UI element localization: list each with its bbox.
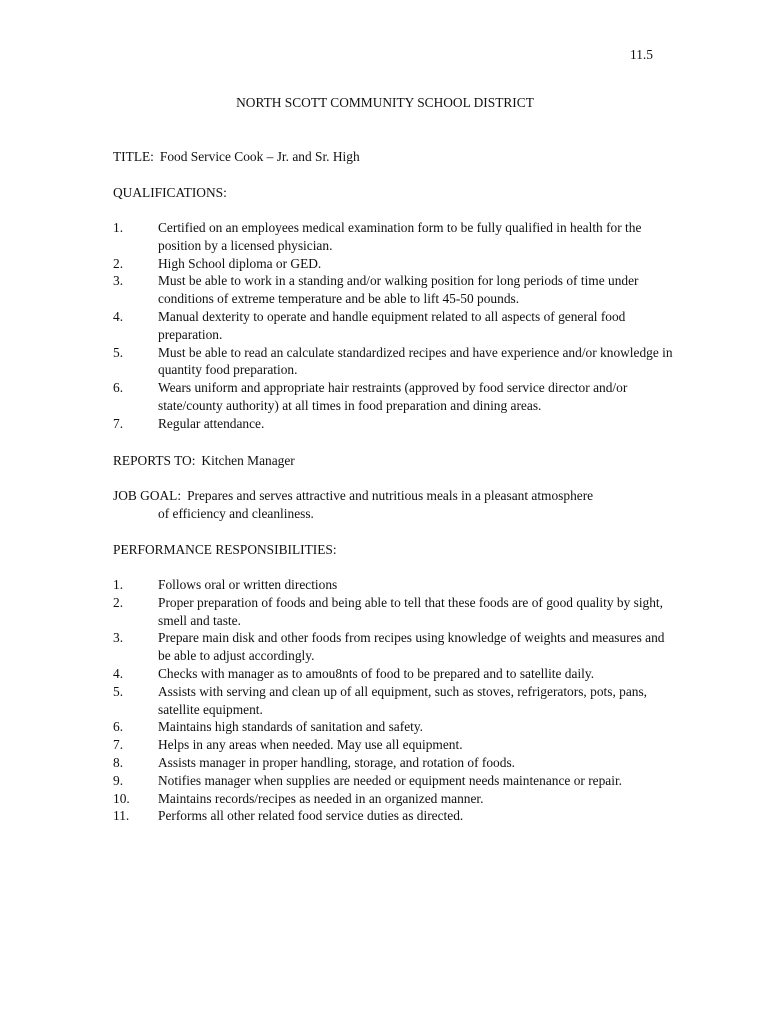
item-text: Maintains high standards of sanitation and safety. xyxy=(158,719,424,735)
title-label: TITLE: xyxy=(113,149,154,164)
item-number: 10. xyxy=(113,790,130,806)
item-text: Assists manager in proper handling, storage, and rotation of foods. xyxy=(158,754,516,770)
item-number: 6. xyxy=(113,719,124,735)
item-number: 9. xyxy=(113,772,124,788)
reports-to-value: Kitchen Manager xyxy=(201,453,295,468)
title-value: Food Service Cook – Jr. and Sr. High xyxy=(159,149,360,164)
item-text: Manual dexterity to operate and handle equipment related to all aspects of general food preparation. xyxy=(158,308,626,342)
list-item xyxy=(113,576,673,594)
title-line xyxy=(113,148,360,166)
qualifications-list xyxy=(113,219,673,433)
responsibilities-list xyxy=(113,576,673,825)
item-text: Performs all other related food service duties as directed. xyxy=(158,808,464,824)
item-number: 3. xyxy=(113,273,124,289)
list-item xyxy=(113,594,673,630)
item-number: 7. xyxy=(113,415,124,431)
page-number: 11.5 xyxy=(630,47,653,62)
list-item xyxy=(113,308,673,344)
job-goal-continuation: of efficiency and cleanliness. xyxy=(158,506,314,521)
list-item xyxy=(113,807,673,825)
list-item xyxy=(113,344,673,380)
item-number: 1. xyxy=(113,577,124,592)
item-text: Maintains records/recipes as needed in an organized manner. xyxy=(158,790,484,806)
item-number: 5. xyxy=(113,344,124,360)
item-number: 6. xyxy=(113,380,124,396)
item-number: 8. xyxy=(113,754,124,770)
list-item xyxy=(113,683,673,719)
list-item xyxy=(113,736,673,754)
item-text: Notifies manager when supplies are needed or equipment needs maintenance or repair. xyxy=(158,772,623,788)
item-number: 11. xyxy=(113,808,130,824)
item-text: Helps in any areas when needed. May use all equipment. xyxy=(158,737,463,753)
item-text: Regular attendance. xyxy=(158,415,265,431)
list-item xyxy=(113,790,673,808)
item-text: Follows oral or written directions xyxy=(158,577,338,592)
list-item xyxy=(113,772,673,790)
item-number: 2. xyxy=(113,255,124,271)
qualifications-heading: QUALIFICATIONS: xyxy=(113,185,227,200)
job-goal-text: Prepares and serves attractive and nutritious meals in a pleasant atmosphere xyxy=(187,488,594,503)
item-number: 4. xyxy=(113,308,124,324)
job-goal xyxy=(113,487,673,523)
item-number: 5. xyxy=(113,683,124,699)
list-item xyxy=(113,629,673,665)
item-text: Assists with serving and clean up of all equipment, such as stoves, refrigerators, pots, pans, satellite equipment. xyxy=(158,683,648,717)
list-item xyxy=(113,379,673,415)
list-item xyxy=(113,255,673,273)
item-number: 1. xyxy=(113,220,124,235)
item-number: 7. xyxy=(113,737,124,753)
list-item xyxy=(113,718,673,736)
reports-to-label: REPORTS TO: xyxy=(113,453,196,468)
list-item xyxy=(113,665,673,683)
list-item xyxy=(113,272,673,308)
list-item xyxy=(113,219,673,255)
item-text: Prepare main disk and other foods from recipes using knowledge of weights and measures and be able to adjust accordingly. xyxy=(158,630,665,664)
item-number: 4. xyxy=(113,665,124,681)
reports-to-line xyxy=(113,452,295,470)
responsibilities-heading: PERFORMANCE RESPONSIBILITIES: xyxy=(113,542,337,557)
item-text: Certified on an employees medical examination form to be fully qualified in health for the position by a licensed physician. xyxy=(158,220,642,253)
item-text: Checks with manager as to amou8nts of food to be prepared and to satellite daily. xyxy=(158,665,595,681)
item-text: Wears uniform and appropriate hair restraints (approved by food service director and/or state/county authority) at all times in food preparation and dining areas. xyxy=(158,380,628,413)
item-text: Must be able to read an calculate standardized recipes and have experience and/or knowledge in quantity food preparation. xyxy=(158,344,673,378)
list-item xyxy=(113,415,673,433)
job-goal-label: JOB GOAL: xyxy=(113,488,182,503)
item-text: Proper preparation of foods and being able to tell that these foods are of good quality by sight, smell and taste. xyxy=(158,594,663,628)
list-item xyxy=(113,754,673,772)
district-heading: NORTH SCOTT COMMUNITY SCHOOL DISTRICT xyxy=(236,95,534,110)
item-number: 2. xyxy=(113,594,124,610)
item-text: High School diploma or GED. xyxy=(158,255,322,271)
item-text: Must be able to work in a standing and/or walking position for long periods of time under conditions of extreme temperature and be able to lift 45-50 pounds. xyxy=(158,273,639,307)
item-number: 3. xyxy=(113,630,124,646)
